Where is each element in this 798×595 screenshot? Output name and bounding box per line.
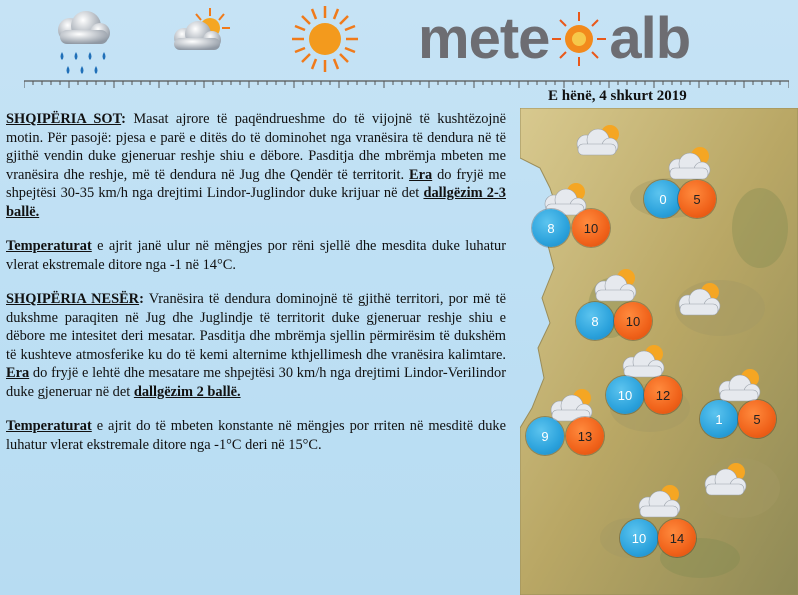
today-temp-text: e ajrit janë ulur në mëngjes por rëni sjellë dhe mesdita duke luhatur vlerat ekstremale ditore nga -1 në 14°C. (6, 238, 506, 273)
logo-text-left: mete (418, 6, 550, 71)
header-ruler (24, 78, 789, 88)
min-temp-badge: 1 (700, 400, 738, 438)
max-temp-badge: 14 (658, 519, 696, 557)
rain-cloud-icon (42, 6, 122, 86)
partly-cloudy-icon (696, 458, 756, 504)
partly-cloudy-icon (670, 278, 730, 324)
today-heading: SHQIPËRIA SOT (6, 111, 122, 127)
min-temp-badge: 8 (532, 209, 570, 247)
max-temp-badge: 5 (738, 400, 776, 438)
min-temp-badge: 10 (606, 376, 644, 414)
max-temp-badge: 12 (644, 376, 682, 414)
min-temp-badge: 8 (576, 302, 614, 340)
logo-sun-icon (551, 11, 607, 67)
tomorrow-heading: SHQIPËRIA NESËR (6, 291, 140, 307)
partly-cloudy-icon (568, 118, 628, 164)
date-label: E hënë, 4 shkurt 2019 (548, 88, 687, 104)
today-temp-label: Temperaturat (6, 238, 92, 254)
min-temp-badge: 9 (526, 417, 564, 455)
partly-cloudy-icon (160, 4, 240, 64)
today-text-1: Masat ajrore të paqëndrueshme do të vijojnë të kushtëzojnë motin. Për pasojë: pjesa e parë e ditës do të dominohet nga vranësira të dendura në të gjithë vendin duke gjeneruar reshje shiu e dëbore. Pasditja dhe mbrëmja mbeten me vranësira dhe reshje, më të dendura në Jug dhe Qendër të territorit. (6, 111, 506, 183)
max-temp-badge: 10 (572, 209, 610, 247)
header (0, 0, 798, 104)
tomorrow-sea-state: dallgëzim 2 ballë. (133, 383, 241, 400)
tomorrow-temp-label: Temperaturat (6, 418, 92, 434)
tomorrow-wind-label: Era (6, 365, 30, 381)
today-text-2: do fryjë me shpejtësi 30-35 km/h nga drejtimi Lindor-Juglindor duke krijuar në det (6, 166, 507, 201)
max-temp-badge: 5 (678, 180, 716, 218)
max-temp-badge: 13 (566, 417, 604, 455)
forecast-text (6, 110, 506, 470)
tomorrow-text-2: do fryjë e lehtë dhe mesatare me shpejtësi 30 km/h nga drejtimi Lindor-Verilindor duke gjeneruar në det (6, 365, 506, 400)
today-temp-paragraph (6, 237, 506, 274)
sun-icon (290, 4, 360, 74)
max-temp-badge: 10 (614, 302, 652, 340)
today-sea-state: dallgëzim 2-3 ballë. (6, 185, 506, 220)
min-temp-badge: 0 (644, 180, 682, 218)
meteoalb-logo (418, 6, 690, 72)
min-temp-badge: 10 (620, 519, 658, 557)
tomorrow-text-1: Vranësira të dendura dominojnë të gjithë territori, por më të dukshme paraqiten në Jug dhe Juglindje të territorit duke gjeneruar reshje shiu e dëbore me intesitet deri mesatar. Pasditja dhe mbrëmja sjellin përmirësim të dukshëm të kushteve atmosferike ku do të kemi alternime kthjellimesh dhe vranësira kalimtare. (6, 291, 506, 363)
logo-text-right: alb (609, 6, 691, 71)
tomorrow-temp-text: e ajrit do të mbeten konstante në mëngjes por rriten në mesditë duke luhatur vlerat ekstremale ditore nga -1°C deri në 15°C. (6, 418, 506, 453)
albania-map (520, 108, 798, 595)
tomorrow-paragraph: SHQIPËRIA NESËR: Vranësira të dendura dominojnë të gjithë territori, por më të dukshme paraqiten në Jug dhe Juglindje të territorit duke gjeneruar reshje shiu e dëbore me intesitet deri mesatar. Pasditja dhe mbrëmja sjellin përmirësim të dukshëm të kushteve atmosferike ku do të kemi alternime kthjellimesh dhe vranësira kalimtare. Era do fryjë e lehtë dhe mesatare me shpejtësi 30 km/h nga drejtimi Lindor-Verilindor duke gjeneruar në det dallgëzim 2 ballë. (6, 291, 506, 400)
tomorrow-temp-paragraph (6, 417, 506, 454)
today-wind-label: Era (409, 166, 433, 183)
today-paragraph: SHQIPËRIA SOT: Masat ajrore të paqëndrueshme do të vijojnë të kushtëzojnë motin. Për pasojë: pjesa e parë e ditës do të dominohet nga vranësira të dendura në të gjithë vendin duke gjeneruar reshje shiu e dëbore. Pasditja dhe mbrëmja mbeten me vranësira dhe reshje, më të dendura në Jug dhe Qendër të territorit. Era do fryjë me shpejtësi 30-35 km/h nga drejtimi Lindor-Juglindor duke krijuar në det dallgëzim 2-3 ballë. (6, 111, 507, 220)
